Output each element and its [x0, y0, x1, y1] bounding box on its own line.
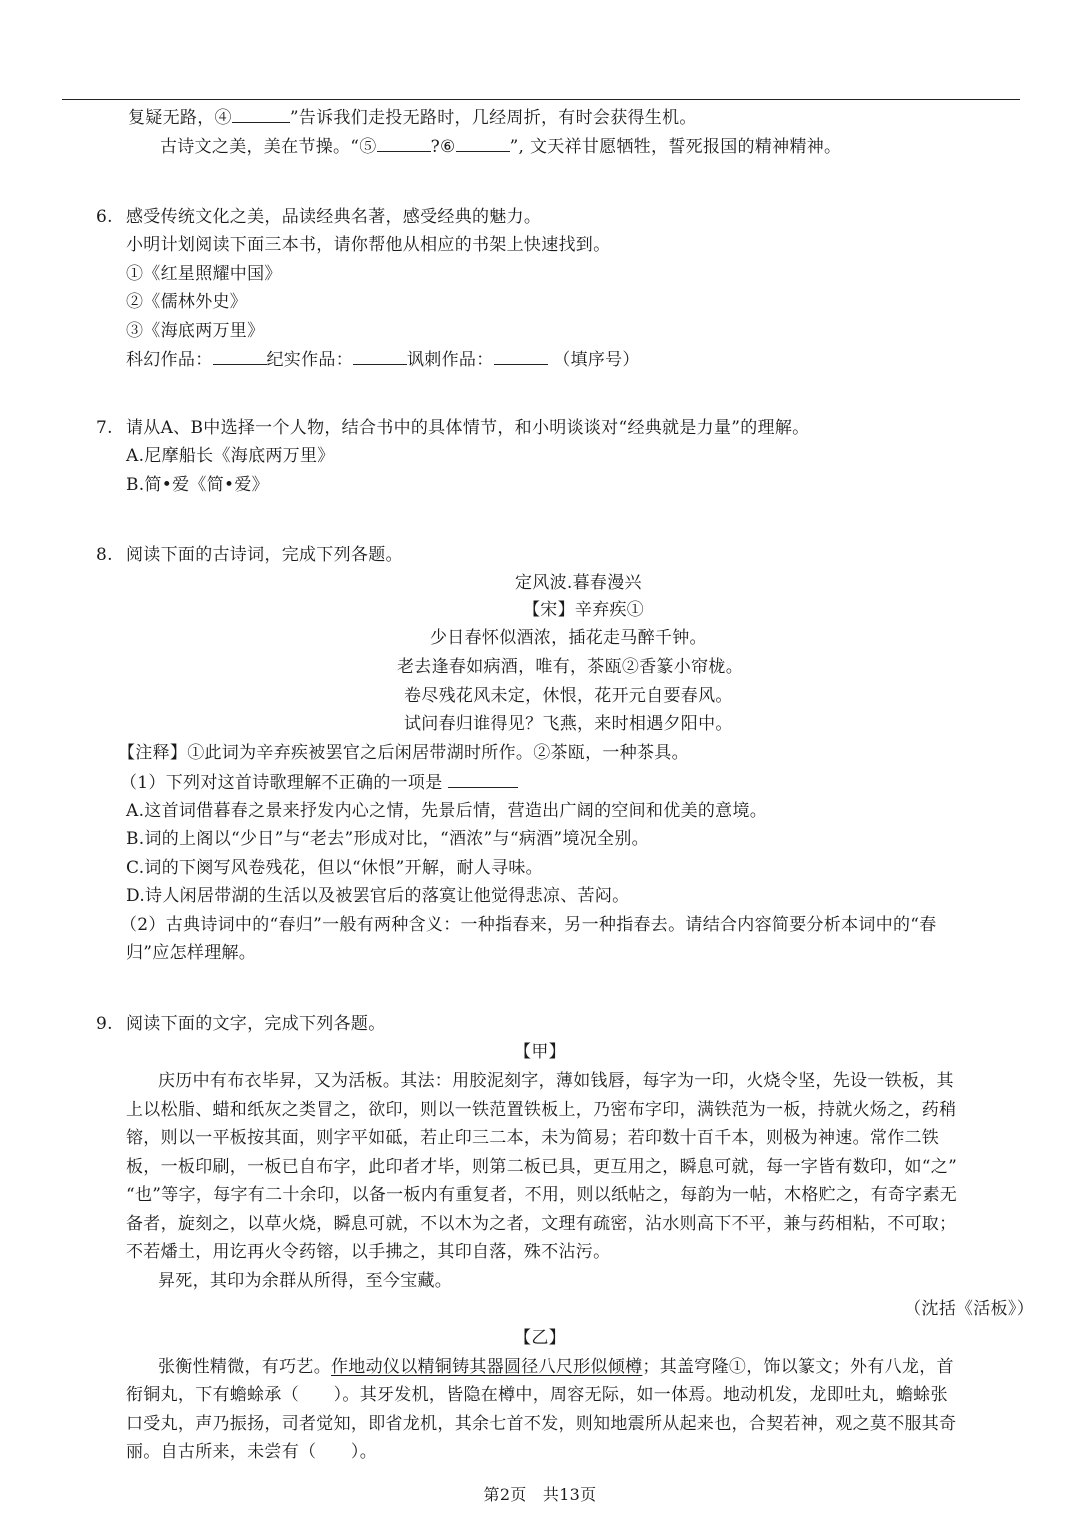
question-9-title: 9. 阅读下面的文字，完成下列各题。 — [96, 1014, 386, 1034]
passage-line: “也”等字，每字有二十余印，以备一板内有重复者，不用，则以纸帖之，每韵为一帖，木格贮之，有奇字素无 — [126, 1185, 958, 1205]
question-6-title: 6. 感受传统文化之美，品读经典名著，感受经典的魅力。 — [96, 207, 542, 227]
poem-line: 试问春归谁得见？飞燕，来时相遇夕阳中。 — [404, 714, 733, 734]
passage-line: 昇死，其印为余群从所得，至今宝藏。 — [158, 1271, 453, 1291]
passage-line: 衔铜丸，下有蟾蜍承（ ）。其牙发机，皆隐在樽中，周容无际，如一体焉。地动机发，龙即吐丸，蟾蜍张 — [126, 1385, 948, 1405]
fill-line-4: 复疑无路，④ ”告诉我们走投无路时，几经周折，有时会获得生机。 — [128, 108, 697, 128]
poem-note: 【注释】①此词为辛弃疾被罢官之后闲居带湖时所作。②茶瓯，一种茶具。 — [118, 743, 689, 763]
header-rule — [62, 99, 1020, 100]
book-item: ②《儒林外史》 — [126, 292, 248, 312]
passage-line: 上以松脂、蜡和纸灰之类冒之，欲印，则以一铁范置铁板上，乃密布字印，满铁范为一板，持就火炀之，药稍 — [126, 1100, 957, 1120]
choice-a: A.这首词借暮春之景来抒发内心之情，先景后情，营造出广阔的空间和优美的意境。 — [126, 801, 768, 821]
choice-c: C.词的下阕写风卷残花，但以“休恨”开解，耐人寻味。 — [126, 858, 543, 878]
poem-author: 【宋】辛弃疾① — [523, 600, 645, 620]
blank-satire — [494, 348, 548, 365]
passage-line: 备者，旋刻之，以草火烧，瞬息可就，不以木为之者，文理有疏密，沾水则高下不平，兼与药相粘，不可取； — [126, 1214, 957, 1234]
passage-line: 不若燔土，用讫再火令药镕，以手拂之，其印自落，殊不沾污。 — [126, 1242, 611, 1262]
poem-line: 老去逢春如病酒，唯有，茶瓯②香篆小帘栊。 — [397, 657, 743, 677]
blank-4 — [232, 106, 290, 123]
passage-source: （沈括《活板》） — [904, 1299, 1034, 1319]
blank-5 — [377, 135, 431, 152]
passage-line: 丽。自古所来，未尝有（ ）。 — [126, 1442, 377, 1462]
choice-b: B.词的上阁以“少日”与“老去”形成对比，“酒浓”与“病酒”境况全别。 — [126, 829, 649, 849]
book-item: ③《海底两万里》 — [126, 321, 265, 341]
section-yi-heading: 【乙】 — [514, 1328, 566, 1348]
poem-title: 定风波.暮春漫兴 — [515, 573, 642, 593]
section-jia-heading: 【甲】 — [514, 1042, 566, 1062]
passage-line: 镕，则以一平板按其面，则字平如砥，若止印三二本，未为简易；若印数十百千本，则极为神速。常作二铁 — [126, 1128, 940, 1148]
choice-d: D.诗人闲居带湖的生活以及被罢官后的落寞让他觉得悲凉、苦闷。 — [126, 886, 630, 906]
passage-line: 张衡性精微，有巧艺。作地动仪以精铜铸其器圆径八尺形似倾樽；其盖穹隆①，饰以篆文；外有八龙，首 — [158, 1357, 954, 1377]
question-7-title: 7. 请从A、B中选择一个人物，结合书中的具体情节，和小明谈谈对“经典就是力量”的理解。 — [96, 418, 810, 438]
book-item: ①《红星照耀中国》 — [126, 264, 282, 284]
underlined-sentence: 作地动仪以精铜铸其器圆径八尺形似倾樽 — [331, 1357, 643, 1377]
blank-documentary — [353, 348, 407, 365]
passage-line: 庆历中有布衣毕昇，又为活板。其法：用胶泥刻字，薄如钱唇，每字为一印，火烧令坚，先设一铁板，其 — [158, 1071, 954, 1091]
passage-line: 口受丸，声乃振扬，司者觉知，即省龙机，其余七首不发，则知地震所从起来也，合契若神，观之莫不服其奇 — [126, 1414, 957, 1434]
blank-scifi — [213, 348, 267, 365]
poem-line: 少日春怀似酒浓，插花走马醉千钟。 — [430, 628, 707, 648]
sub-question-1: （1）下列对这首诗歌理解不正确的一项是 — [120, 771, 518, 794]
option-b: B.简•爱《简•爱》 — [126, 475, 269, 495]
page-footer: 第2页 共13页 — [483, 1485, 597, 1504]
question-6-fill: 科幻作品： 纪实作品： 讽刺作品： （填序号） — [126, 350, 640, 370]
option-a: A.尼摩船长《海底两万里》 — [126, 446, 335, 466]
question-8-title: 8. 阅读下面的古诗词，完成下列各题。 — [96, 545, 403, 565]
question-6-intro: 小明计划阅读下面三本书，请你帮他从相应的书架上快速找到。 — [126, 235, 611, 255]
passage-line: 板，一板印刷，一板已自布字，此印者才毕，则第二板已具，更互用之，瞬息可就，每一字皆有数印，如“之” — [126, 1157, 958, 1177]
blank-6 — [456, 135, 510, 152]
fill-line-5-6: 古诗文之美，美在节操。“⑤ ?⑥ ”, 文天祥甘愿牺牲，誓死报国的精神精神。 — [160, 137, 842, 157]
sub-question-2-cont: 归”应怎样理解。 — [126, 943, 257, 963]
poem-line: 卷尽残花风未定，休恨，花开元自要春风。 — [404, 686, 733, 706]
answer-blank — [448, 771, 518, 788]
sub-question-2: （2）古典诗词中的“春归”一般有两种含义：一种指春来，另一种指春去。请结合内容简要分析本词中的“春 — [120, 915, 937, 935]
